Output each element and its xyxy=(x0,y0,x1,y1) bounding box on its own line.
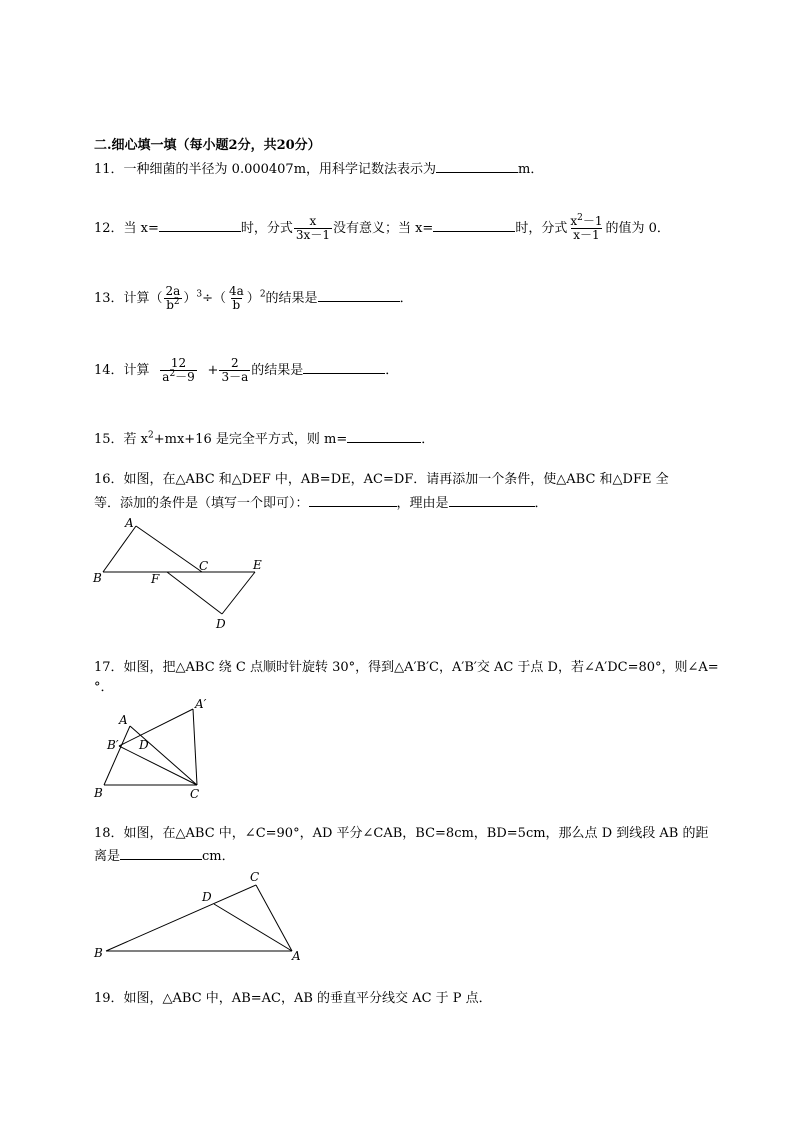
q16-label-A: A xyxy=(125,516,134,530)
numerator-base: x xyxy=(570,214,578,228)
q17-label-A: A xyxy=(119,713,128,727)
fraction-denominator: x－1 xyxy=(573,228,600,242)
fraction-denominator: b xyxy=(232,298,241,312)
q18-text-2: cm． xyxy=(202,849,235,864)
q12-text-5: 的值为 0． xyxy=(605,221,670,236)
q16-label-F: F xyxy=(151,572,160,586)
q18-text-1: 离是 xyxy=(94,849,121,864)
q15-tail: ． xyxy=(421,432,435,447)
q17-segment-B2C xyxy=(119,746,197,785)
question-17-line-2: °． xyxy=(94,680,114,695)
q18-segment-DA xyxy=(214,904,292,951)
q16-label-C: C xyxy=(199,559,209,573)
numerator-exponent: 2 xyxy=(577,213,583,223)
q12-text-1: 12．当 x= xyxy=(94,221,159,236)
numerator-rest: －1 xyxy=(582,214,603,228)
fraction-numerator: 4a xyxy=(229,284,244,298)
q17-label-B: B xyxy=(94,786,103,800)
q18-segment-CA xyxy=(256,885,292,951)
question-17-line-1: 17．如图，把△ABC 绕 C 点顺时针旋转 30°，得到△A′B′C，A′B′交 AC 于点 D，若∠A′DC=80°，则∠A= xyxy=(94,660,719,675)
q17-segment-A2C xyxy=(193,709,197,785)
q11-tail: m． xyxy=(518,162,544,177)
section-title: 二.细心填一填（每小题2分，共20分） xyxy=(94,138,321,153)
fraction-numerator: x xyxy=(309,214,317,228)
q13-exponent-2: 2 xyxy=(259,289,266,300)
q16-label-D: D xyxy=(216,617,226,631)
q16-segment-DE xyxy=(222,572,255,614)
q14-text-1: 14．计算 xyxy=(94,363,150,378)
q16-text-1: 等．添加的条件是（填写一个即可）： xyxy=(94,496,309,511)
fraction-numerator: 12 xyxy=(170,356,187,370)
q18-segment-BC xyxy=(106,885,256,951)
q16-segment-AC xyxy=(136,526,202,572)
q17-label-A-prime: A′ xyxy=(195,697,207,711)
q17-label-C: C xyxy=(190,787,200,801)
q12-text-4: 时，分式 xyxy=(515,221,568,236)
q17-segment-BA xyxy=(104,726,130,785)
q18-label-B: B xyxy=(94,946,103,960)
question-16-line-1: 16．如图，在△ABC 和△DEF 中，AB=DE，AC=DF．请再添加一个条件，使△ABC 和△DFE 全 xyxy=(94,472,669,487)
q15-text-2: +mx+16 是完全平方式，则 m= xyxy=(153,432,348,447)
fraction-denominator: 3－a xyxy=(221,370,249,384)
q15-exponent: 2 xyxy=(148,430,154,441)
question-18-line-1: 18．如图，在△ABC 中，∠C=90°，AD 平分∠CAB，BC=8cm，BD=5cm，那么点 D 到线段 AB 的距 xyxy=(94,826,709,841)
q16-segment-FD xyxy=(167,572,222,614)
q13-text-2: ） xyxy=(183,291,197,306)
fraction-numerator: 2a xyxy=(165,284,181,298)
fraction-numerator: 2 xyxy=(231,356,239,370)
q18-label-D: D xyxy=(202,890,212,904)
q13-text-3: ÷（ xyxy=(202,291,226,306)
q18-label-C: C xyxy=(250,870,260,884)
q16-tail: ． xyxy=(534,496,548,511)
q13-tail: ． xyxy=(399,291,413,306)
denominator-exponent: 2 xyxy=(169,369,176,379)
denominator-rest: －9 xyxy=(175,370,195,384)
q14-text-2: 的结果是 xyxy=(251,363,304,378)
q13-text-4: ） xyxy=(246,291,260,306)
q17-label-B-prime: B′ xyxy=(107,738,119,752)
question-18-line-2 xyxy=(94,847,235,865)
q17-label-D: D xyxy=(139,738,149,752)
q14-plus: + xyxy=(207,363,219,378)
q17-segment-AC xyxy=(130,726,197,785)
q12-text-3: 没有意义；当 x= xyxy=(332,221,434,236)
q13-text-5: 的结果是 xyxy=(265,291,318,306)
q16-segment-BA xyxy=(103,526,136,572)
q18-label-A: A xyxy=(292,949,301,963)
q12-text-2: 时，分式 xyxy=(240,221,293,236)
q17-segment-B2A2 xyxy=(119,709,193,746)
q11-text: 11．一种细菌的半径为 0.000407m，用科学记数法表示为 xyxy=(94,162,437,177)
q18-blank[interactable] xyxy=(120,847,202,860)
q15-text-1: 15．若 x xyxy=(94,432,149,447)
q16-label-E: E xyxy=(253,558,262,572)
denominator-base: a xyxy=(162,370,170,384)
question-19: 19．如图，△ABC 中，AB=AC，AB 的垂直平分线交 AC 于 P 点． xyxy=(94,991,492,1006)
q13-text-1: 13．计算（ xyxy=(94,291,163,306)
fraction-denominator: 3x－1 xyxy=(295,228,330,242)
q16-label-B: B xyxy=(93,571,102,585)
q14-tail: ． xyxy=(385,363,399,378)
denominator-exponent: 2 xyxy=(173,297,180,307)
q13-exponent-1: 3 xyxy=(196,289,203,300)
q16-text-2: ，理由是 xyxy=(396,496,449,511)
denominator-base: b xyxy=(166,298,174,312)
